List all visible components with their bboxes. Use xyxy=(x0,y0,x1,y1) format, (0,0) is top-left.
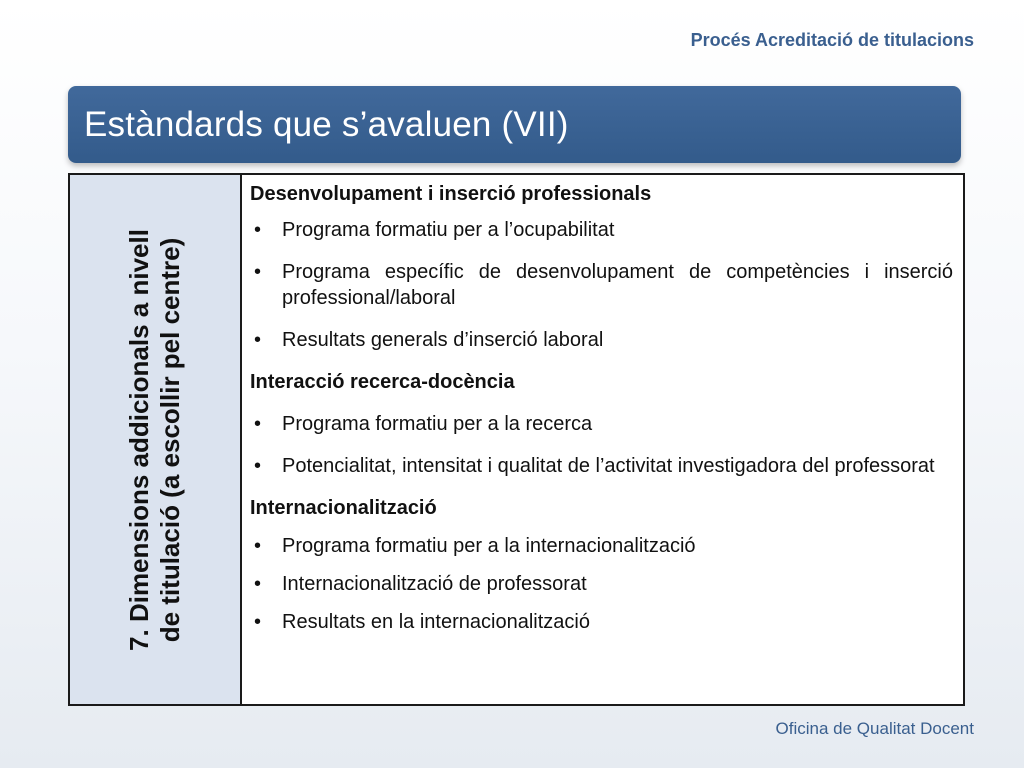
side-cell xyxy=(70,175,242,704)
list-item: • Potencialitat, intensitat i qualitat de l’activitat investigadora del professorat xyxy=(250,453,953,479)
side-label-line-1: 7. Dimensions addicionals a nivell xyxy=(123,228,154,651)
footer-note: Oficina de Qualitat Docent xyxy=(775,719,974,738)
title-banner xyxy=(68,86,961,163)
main-cell xyxy=(242,175,963,704)
list-item: • Resultats en la internacionalització xyxy=(250,609,953,635)
list-item: • Programa formatiu per a l’ocupabilitat xyxy=(250,217,953,243)
list-item: • Resultats generals d’inserció laboral xyxy=(250,327,953,353)
section-heading-professional: Desenvolupament i inserció professionals xyxy=(250,183,652,205)
section-heading-research: Interacció recerca-docència xyxy=(250,371,515,393)
list-international xyxy=(250,533,953,635)
content-table xyxy=(68,173,965,706)
side-label xyxy=(124,190,186,690)
side-label-line-2: de titulació (a escollir pel centre) xyxy=(155,237,185,642)
list-professional xyxy=(250,217,953,353)
list-item: • Programa formatiu per a la recerca xyxy=(250,411,953,437)
slide-title: Estàndards que s’avaluen (VII) xyxy=(84,104,569,144)
header-note: Procés Acreditació de titulacions xyxy=(690,30,974,50)
section-heading-international: Internacionalització xyxy=(250,497,437,519)
list-research xyxy=(250,411,953,479)
list-item: • Internacionalització de professorat xyxy=(250,571,953,597)
list-item: • Programa formatiu per a la internacionalització xyxy=(250,533,953,559)
list-item: • Programa específic de desenvolupament de competències i inserció professional/laboral xyxy=(250,259,953,311)
